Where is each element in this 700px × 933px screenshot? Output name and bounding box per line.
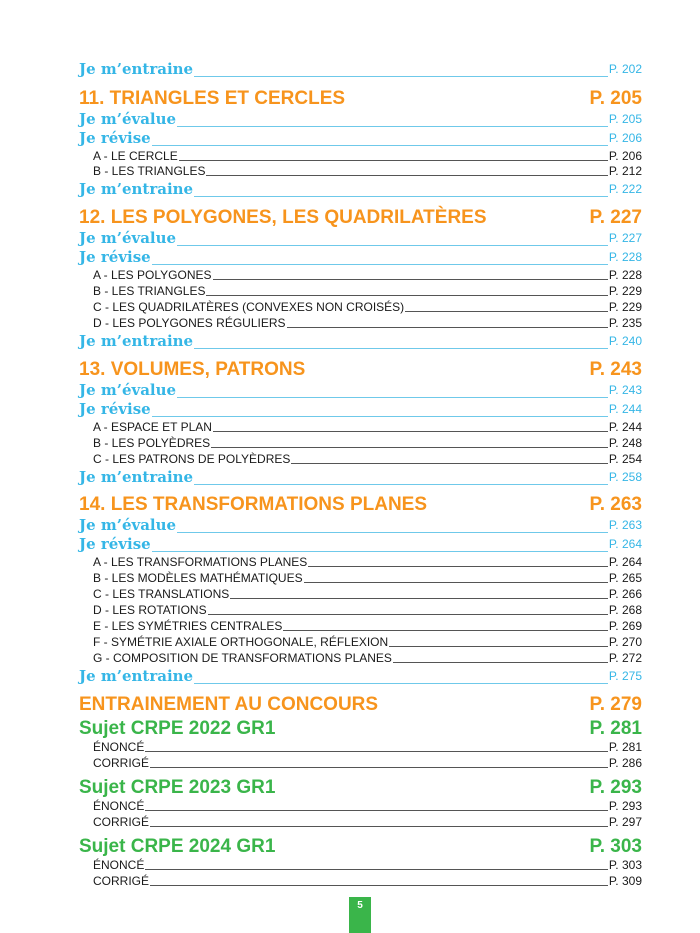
- toc-item-row: [79, 874, 642, 888]
- toc-label: Je révise: [79, 400, 151, 418]
- toc-page-number: P. 269: [608, 619, 642, 633]
- dotted-leader: [177, 245, 608, 246]
- dotted-leader: [304, 582, 608, 583]
- dotted-leader: [206, 175, 607, 176]
- toc-item-row: [79, 164, 642, 178]
- toc-label: Sujet CRPE 2022 GR1: [79, 718, 276, 739]
- toc-label: Je m’évalue: [79, 229, 177, 247]
- dotted-leader: [145, 810, 608, 811]
- toc-page-number: P. 254: [608, 452, 642, 466]
- toc-label: C - LES QUADRILATÈRES (CONVEXES NON CROISÉS): [93, 300, 405, 314]
- toc-page-number: P. 293: [589, 777, 642, 798]
- toc-page-number: P. 228: [608, 250, 642, 264]
- toc-page-number: P. 297: [608, 815, 642, 829]
- toc-item-row: [79, 799, 642, 813]
- toc-item-row: [79, 651, 642, 665]
- toc-page-number: P. 243: [608, 383, 642, 397]
- toc-section-row: [79, 61, 642, 78]
- toc-label: Je m’évalue: [79, 381, 177, 399]
- toc-item-row: [79, 815, 642, 829]
- toc-page-number: P. 212: [608, 164, 642, 178]
- toc-page-number: P. 303: [608, 858, 642, 872]
- toc-page-number: P. 205: [589, 88, 642, 109]
- toc-label: Je m’entraine: [79, 180, 194, 198]
- toc-page-number: P. 270: [608, 635, 642, 649]
- toc-label: B - LES TRIANGLES: [93, 164, 206, 178]
- toc-item-row: [79, 555, 642, 569]
- toc-label: E - LES SYMÉTRIES CENTRALES: [93, 619, 283, 633]
- dotted-leader: [308, 566, 608, 567]
- dotted-leader: [177, 397, 608, 398]
- toc-page-number: P. 268: [608, 603, 642, 617]
- toc-label: ÉNONCÉ: [93, 740, 145, 754]
- toc-page-number: P. 266: [608, 587, 642, 601]
- toc-label: A - ESPACE ET PLAN: [93, 420, 212, 434]
- toc-chapter-row: [79, 494, 642, 516]
- dotted-leader: [194, 196, 608, 197]
- toc-page-number: P. 235: [608, 316, 642, 330]
- toc-label: Je révise: [79, 129, 151, 147]
- toc-page-number: P. 229: [608, 284, 642, 298]
- toc-page-number: P. 281: [589, 718, 642, 739]
- page-number-tab: 5: [349, 897, 371, 933]
- dotted-leader: [287, 327, 608, 328]
- toc-page-number: P. 286: [608, 756, 642, 770]
- toc-page-number: P. 248: [608, 436, 642, 450]
- dotted-leader: [177, 532, 608, 533]
- toc-label: C - LES TRANSLATIONS: [93, 587, 230, 601]
- toc-page-number: P. 272: [608, 651, 642, 665]
- toc-subject-row: [79, 718, 642, 740]
- toc-item-row: [79, 858, 642, 872]
- toc-label: B - LES TRIANGLES: [93, 284, 206, 298]
- toc-section-row: [79, 536, 642, 553]
- toc-section-row: [79, 181, 642, 198]
- toc-page-number: P. 227: [608, 231, 642, 245]
- dotted-leader: [152, 551, 608, 552]
- toc-page-number: P. 202: [608, 62, 642, 76]
- dotted-leader: [177, 126, 608, 127]
- dotted-leader: [194, 484, 608, 485]
- toc-section-row: [79, 382, 642, 399]
- toc-section-row: [79, 517, 642, 534]
- toc-label: Je m’entraine: [79, 332, 194, 350]
- toc-section-row: [79, 333, 642, 350]
- toc-label: B - LES MODÈLES MATHÉMATIQUES: [93, 571, 303, 585]
- toc-page-number: P. 229: [608, 300, 642, 314]
- dotted-leader: [145, 751, 608, 752]
- toc-label: D - LES ROTATIONS: [93, 603, 207, 617]
- dotted-leader: [194, 683, 608, 684]
- dotted-leader: [179, 160, 608, 161]
- toc-label: Je m’entraine: [79, 468, 194, 486]
- toc-page-number: P. 293: [608, 799, 642, 813]
- toc-label: Je m’entraine: [79, 60, 194, 78]
- toc-chapter-row: [79, 359, 642, 381]
- toc-subject-row: [79, 836, 642, 858]
- toc-label: G - COMPOSITION DE TRANSFORMATIONS PLANES: [93, 651, 392, 665]
- toc-subject-row: [79, 777, 642, 799]
- toc-section-row: [79, 230, 642, 247]
- toc-label: C - LES PATRONS DE POLYÈDRES: [93, 452, 291, 466]
- toc-item-row: [79, 284, 642, 298]
- dotted-leader: [152, 416, 608, 417]
- toc-label: D - LES POLYGONES RÉGULIERS: [93, 316, 286, 330]
- toc-label: ÉNONCÉ: [93, 799, 145, 813]
- toc-page-number: P. 263: [608, 518, 642, 532]
- table-of-contents: [79, 0, 642, 933]
- toc-section-row: [79, 469, 642, 486]
- toc-label: Je révise: [79, 535, 151, 553]
- toc-page-number: P. 303: [589, 836, 642, 857]
- dotted-leader: [150, 826, 608, 827]
- dotted-leader: [152, 145, 608, 146]
- toc-section-row: [79, 130, 642, 147]
- toc-label: Je m’évalue: [79, 110, 177, 128]
- toc-item-row: [79, 420, 642, 434]
- toc-chapter-row: [79, 694, 642, 716]
- toc-chapter-row: [79, 207, 642, 229]
- toc-page-number: P. 244: [608, 420, 642, 434]
- toc-page-number: P. 265: [608, 571, 642, 585]
- toc-label: A - LE CERCLE: [93, 149, 178, 163]
- toc-item-row: [79, 300, 642, 314]
- dotted-leader: [152, 264, 608, 265]
- dotted-leader: [194, 348, 608, 349]
- toc-section-row: [79, 249, 642, 266]
- toc-label: Je m’évalue: [79, 516, 177, 534]
- dotted-leader: [405, 311, 608, 312]
- toc-item-row: [79, 452, 642, 466]
- toc-page-number: P. 264: [608, 537, 642, 551]
- dotted-leader: [208, 614, 608, 615]
- toc-page-number: P. 244: [608, 402, 642, 416]
- toc-label: 11. TRIANGLES ET CERCLES: [79, 88, 346, 109]
- toc-label: A - LES POLYGONES: [93, 268, 212, 282]
- toc-section-row: [79, 401, 642, 418]
- toc-page-number: P. 227: [589, 207, 642, 228]
- dotted-leader: [206, 295, 607, 296]
- toc-item-row: [79, 756, 642, 770]
- toc-page-number: P. 240: [608, 334, 642, 348]
- toc-label: Je m’entraine: [79, 667, 194, 685]
- toc-page-number: P. 222: [608, 182, 642, 196]
- toc-section-row: [79, 111, 642, 128]
- dotted-leader: [213, 279, 608, 280]
- toc-page-number: P. 275: [608, 669, 642, 683]
- toc-page-number: P. 279: [589, 694, 642, 715]
- dotted-leader: [194, 76, 608, 77]
- toc-page-number: P. 263: [589, 494, 642, 515]
- dotted-leader: [211, 447, 608, 448]
- dotted-leader: [213, 431, 608, 432]
- toc-section-row: [79, 668, 642, 685]
- toc-item-row: [79, 619, 642, 633]
- toc-label: A - LES TRANSFORMATIONS PLANES: [93, 555, 308, 569]
- dotted-leader: [145, 869, 608, 870]
- toc-item-row: [79, 740, 642, 754]
- dotted-leader: [291, 463, 607, 464]
- toc-item-row: [79, 149, 642, 163]
- toc-label: 12. LES POLYGONES, LES QUADRILATÈRES: [79, 207, 487, 228]
- toc-label: B - LES POLYÈDRES: [93, 436, 211, 450]
- toc-item-row: [79, 436, 642, 450]
- dotted-leader: [393, 662, 608, 663]
- toc-label: Je révise: [79, 248, 151, 266]
- dotted-leader: [230, 598, 608, 599]
- toc-page-number: P. 243: [589, 359, 642, 380]
- toc-label: Sujet CRPE 2023 GR1: [79, 777, 276, 798]
- dotted-leader: [389, 646, 608, 647]
- toc-label: CORRIGÉ: [93, 815, 150, 829]
- dotted-leader: [150, 885, 608, 886]
- toc-item-row: [79, 268, 642, 282]
- toc-page-number: P. 264: [608, 555, 642, 569]
- toc-item-row: [79, 635, 642, 649]
- toc-label: ÉNONCÉ: [93, 858, 145, 872]
- toc-item-row: [79, 587, 642, 601]
- toc-page-number: P. 258: [608, 470, 642, 484]
- toc-page-number: P. 228: [608, 268, 642, 282]
- toc-page-number: P. 206: [608, 131, 642, 145]
- toc-page-number: P. 281: [608, 740, 642, 754]
- dotted-leader: [283, 630, 607, 631]
- toc-item-row: [79, 316, 642, 330]
- dotted-leader: [150, 767, 608, 768]
- toc-label: ENTRAINEMENT AU CONCOURS: [79, 694, 379, 715]
- toc-label: CORRIGÉ: [93, 874, 150, 888]
- toc-item-row: [79, 603, 642, 617]
- toc-label: 13. VOLUMES, PATRONS: [79, 359, 306, 380]
- toc-label: F - SYMÉTRIE AXIALE ORTHOGONALE, RÉFLEXION: [93, 635, 389, 649]
- toc-label: CORRIGÉ: [93, 756, 150, 770]
- toc-chapter-row: [79, 88, 642, 110]
- toc-label: 14. LES TRANSFORMATIONS PLANES: [79, 494, 428, 515]
- toc-label: Sujet CRPE 2024 GR1: [79, 836, 276, 857]
- toc-page-number: P. 309: [608, 874, 642, 888]
- toc-page-number: P. 205: [608, 112, 642, 126]
- toc-item-row: [79, 571, 642, 585]
- toc-page-number: P. 206: [608, 149, 642, 163]
